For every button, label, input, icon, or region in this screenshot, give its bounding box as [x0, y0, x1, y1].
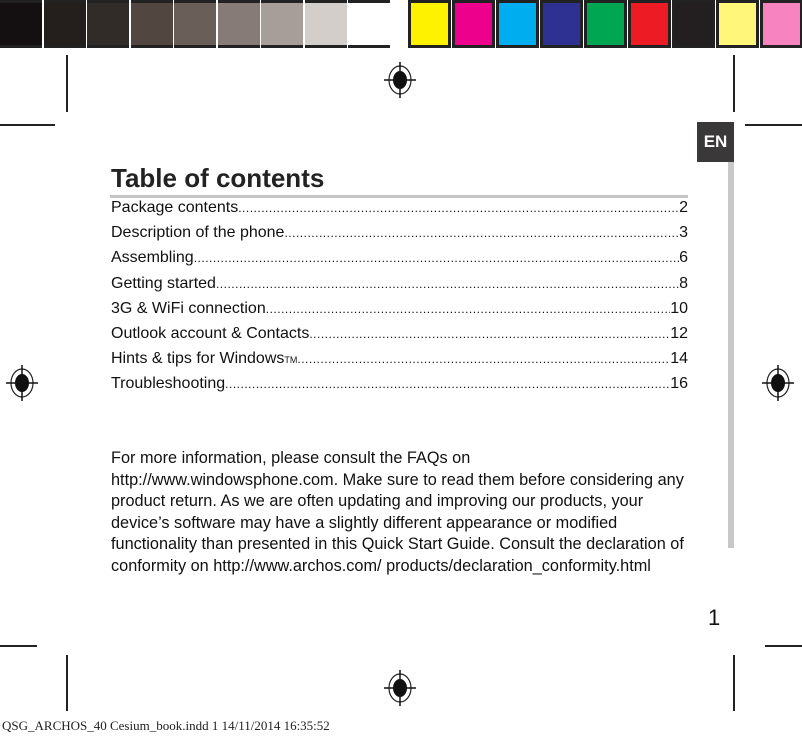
crop-mark [733, 55, 735, 112]
gray-swatch [348, 0, 390, 48]
gray-swatch [305, 0, 347, 48]
registration-mark-icon [382, 62, 418, 98]
language-tab: EN [697, 122, 734, 162]
crop-mark [745, 124, 802, 126]
toc-label: 3G & WiFi connection [111, 299, 266, 317]
toc-entry[interactable] [111, 249, 688, 267]
toc-page-number: 10 [670, 299, 688, 317]
toc-page-number: 2 [679, 199, 688, 216]
toc-label: Hints & tips for Windows [111, 350, 285, 368]
color-swatch [408, 0, 451, 48]
toc-entry[interactable] [111, 199, 688, 217]
toc-label: Package contents [111, 199, 239, 216]
toc-label: Assembling [111, 249, 194, 267]
gray-swatch [261, 0, 303, 48]
crop-mark [733, 655, 735, 711]
crop-mark [0, 124, 55, 126]
color-swatch [672, 0, 715, 48]
toc-page-number: 6 [679, 249, 688, 267]
color-swatch [496, 0, 539, 48]
toc-page-number: 16 [670, 375, 688, 393]
toc-leader-dots [266, 302, 670, 316]
title-divider [110, 195, 688, 198]
toc-label: Troubleshooting [111, 375, 226, 393]
gray-swatch [174, 0, 216, 48]
toc-entry[interactable] [111, 275, 688, 293]
gray-swatch [0, 0, 42, 48]
toc-leader-dots [216, 277, 679, 291]
print-slug: QSG_ARCHOS_40 Cesium_book.indd 1 14/11/2014 16:35:52 [2, 718, 330, 733]
gray-swatch [131, 0, 173, 48]
toc-entry[interactable] [111, 350, 688, 368]
toc-label: Outlook account & Contacts [111, 325, 310, 342]
color-swatch [584, 0, 627, 48]
crop-mark [0, 645, 37, 647]
registration-mark-icon [382, 670, 418, 706]
toc-page-number: 8 [679, 274, 688, 292]
toc-page-number: 14 [670, 350, 688, 368]
info-paragraph: For more information, please consult the FAQs on http://www.windowsphone.com. Make sure to read them before considering any product return. As we are often updating and improving our products, your device’s software may have a slightly different appearance or modified functionality than presented in this Quick Start Guide. Consult the declaration of conformity on http://www.archos.com/ products/declaration_conformity.html [111, 449, 684, 575]
toc-label: Getting started [111, 274, 216, 292]
color-swatch [628, 0, 671, 48]
crop-mark [765, 645, 802, 647]
color-swatch [716, 0, 759, 48]
toc-page-number: 3 [679, 224, 688, 242]
page-number: 1 [708, 605, 721, 630]
trademark-sup: TM [284, 355, 298, 366]
registration-mark-icon [4, 365, 40, 401]
gray-swatch [44, 0, 86, 48]
toc-entry[interactable] [111, 300, 688, 318]
toc-leader-dots [297, 352, 670, 366]
gray-swatch [218, 0, 260, 48]
toc-leader-dots [284, 226, 679, 240]
toc-leader-dots [194, 251, 679, 265]
registration-mark-icon [760, 365, 796, 401]
toc-leader-dots [225, 377, 670, 391]
toc-entry[interactable] [111, 224, 688, 242]
color-swatch [540, 0, 583, 48]
toc-label: Description of the phone [111, 224, 285, 242]
page-title: Table of contents [111, 163, 325, 193]
crop-mark [66, 55, 68, 112]
crop-mark [66, 655, 68, 711]
toc-entry[interactable] [111, 325, 688, 343]
side-bar [728, 162, 734, 548]
color-swatch [452, 0, 495, 48]
toc-entry[interactable] [111, 375, 688, 393]
toc-leader-dots [309, 327, 670, 341]
gray-swatch [87, 0, 129, 48]
toc-leader-dots [238, 201, 679, 215]
toc-page-number: 12 [670, 325, 688, 342]
color-swatch [760, 0, 802, 48]
